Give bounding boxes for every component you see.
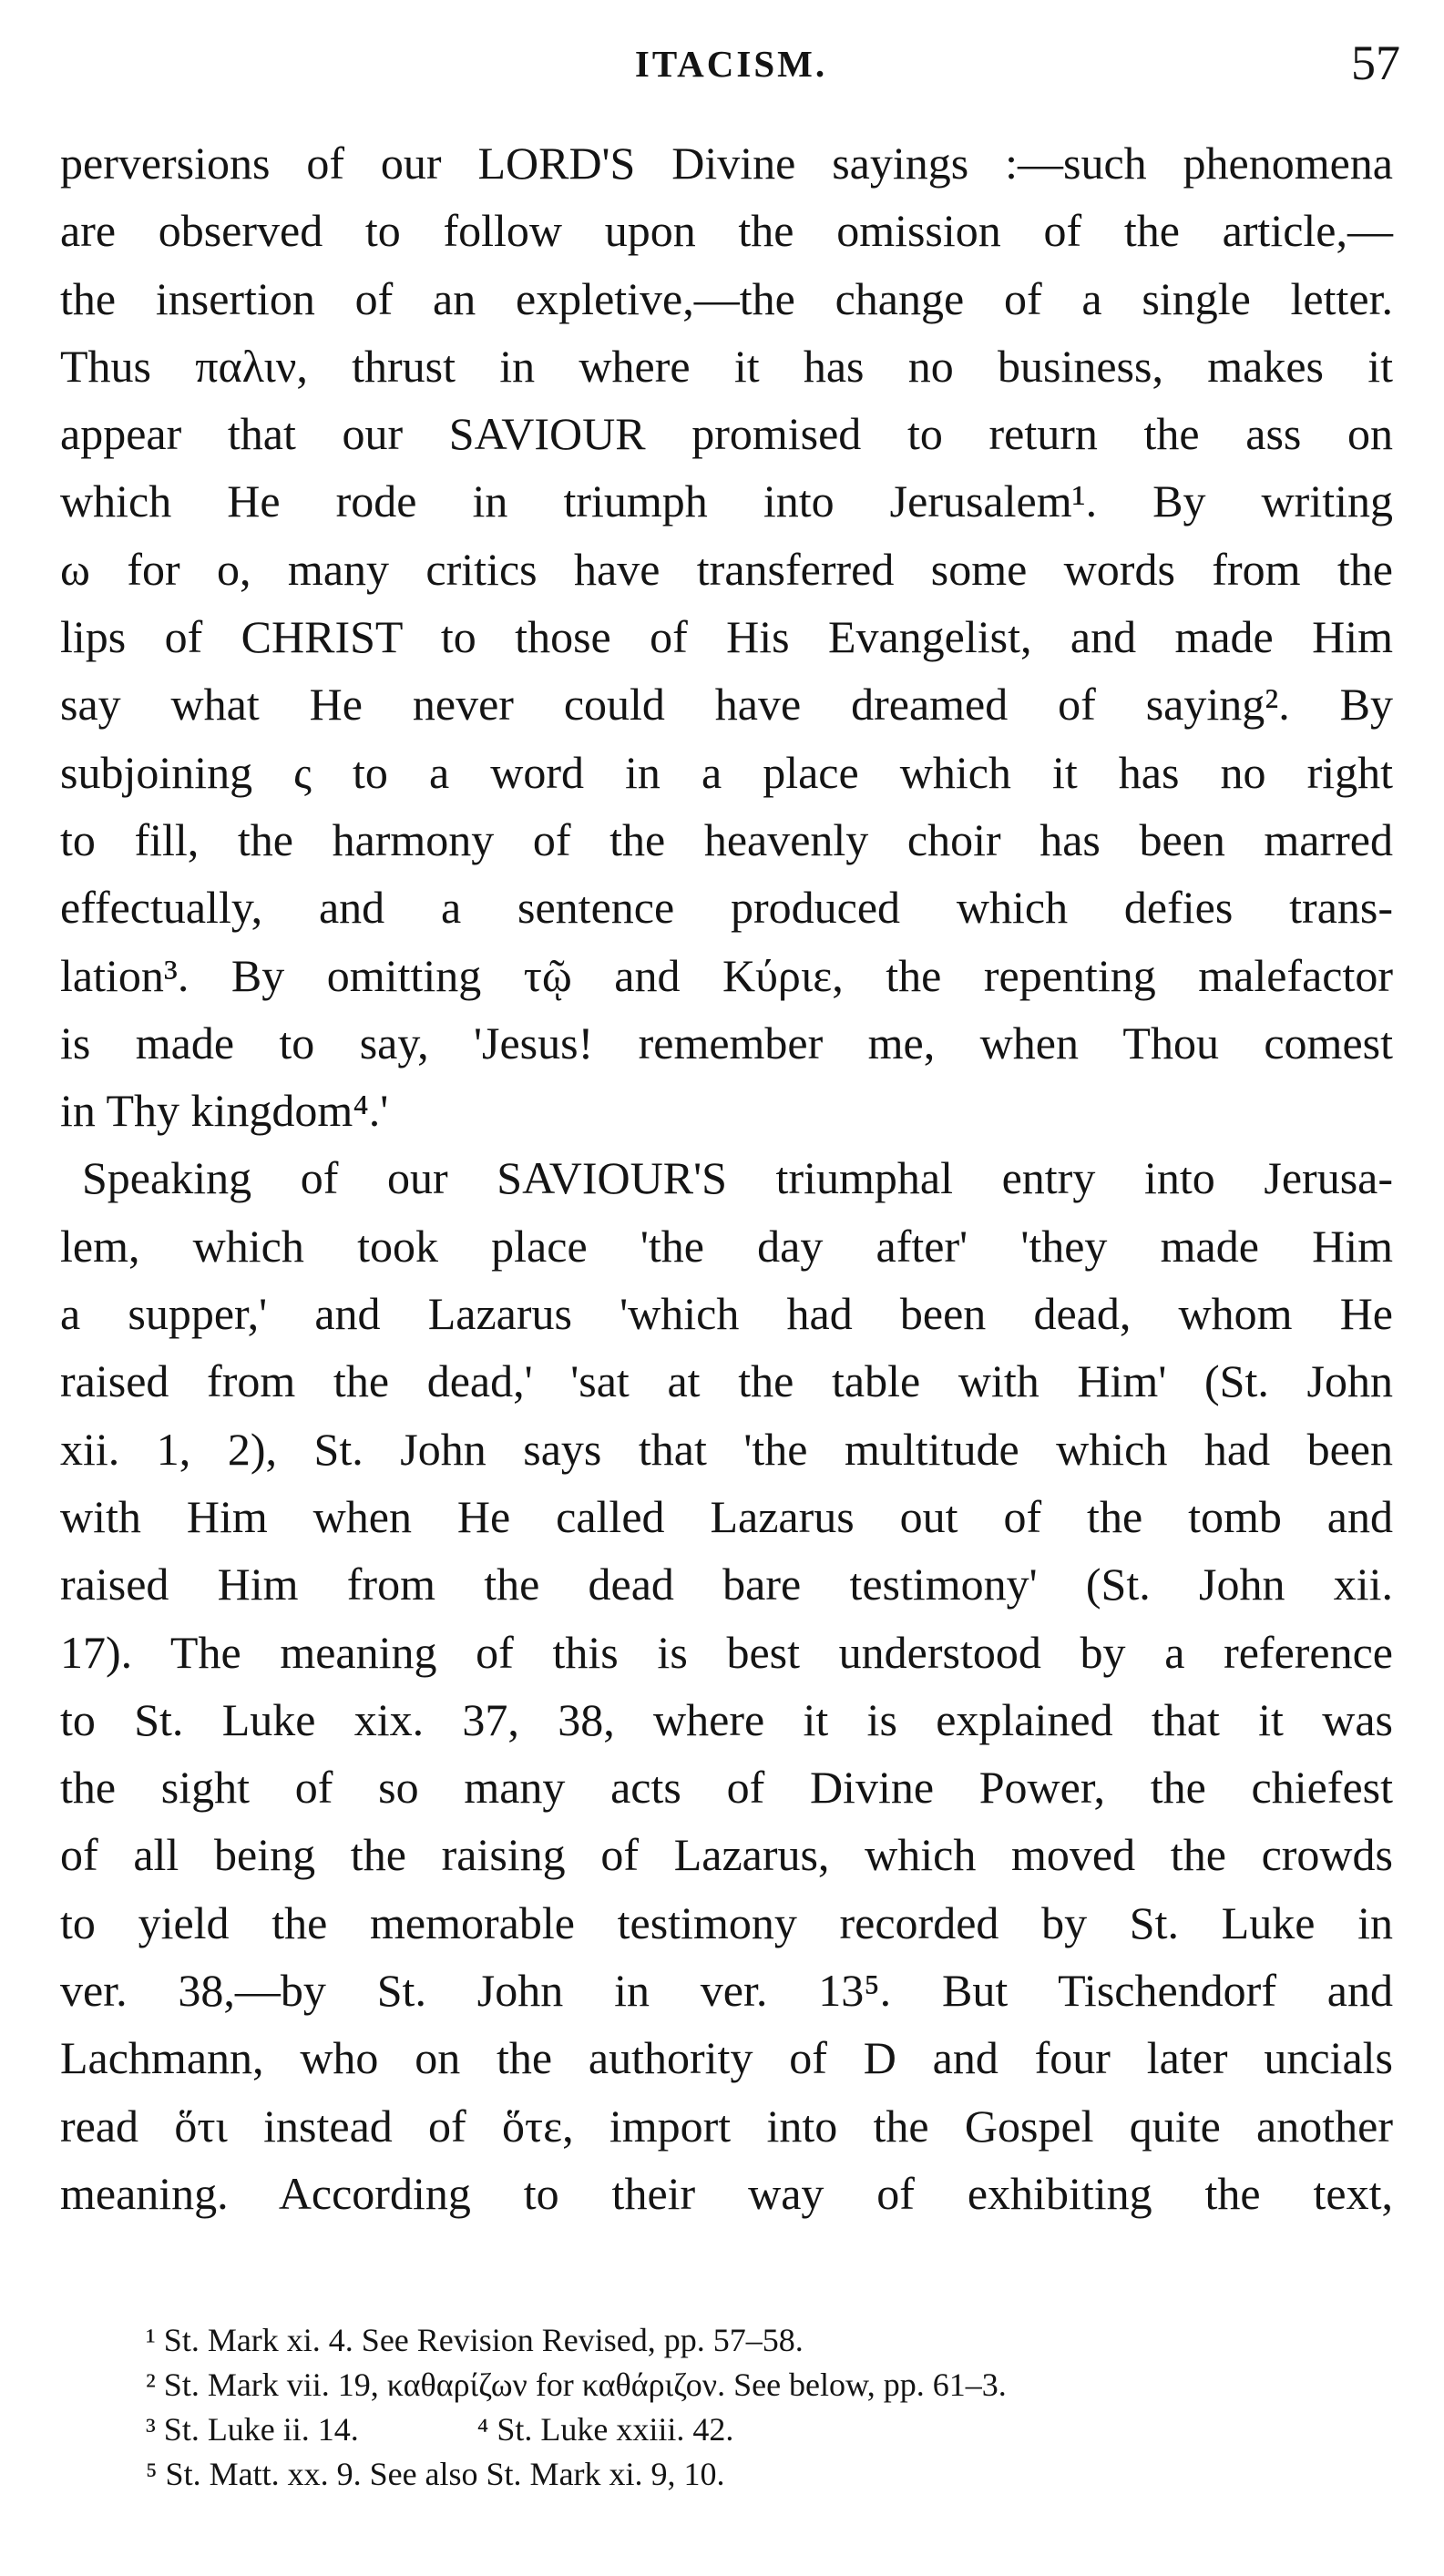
text-line: raised Him from the dead bare testimony' (St. John xii.: [60, 1559, 1393, 1610]
text-line: read ὅτι instead of ὅτε, import into the Gospel quite another: [60, 2100, 1393, 2152]
text-line: raised from the dead,' 'sat at the table with Him' (St. John: [60, 1355, 1393, 1407]
text-line: say what He never could have dreamed of saying². By: [60, 679, 1393, 731]
text-line: perversions of our LORD'S Divine sayings :—such phenomena: [60, 138, 1393, 189]
text-line: which He rode in triumph into Jerusalem¹. By writing: [60, 475, 1393, 527]
running-head: [62, 35, 1400, 98]
text-line: to St. Luke xix. 37, 38, where it is explained that it was: [60, 1693, 1393, 1745]
text-line: 17). The meaning of this is best understood by a reference: [60, 1626, 1393, 1678]
text-line: a supper,' and Lazarus 'which had been dead, whom He: [60, 1288, 1393, 1340]
body-text: [60, 129, 1393, 2227]
chapter-title: ITACISM.: [634, 43, 828, 85]
text-line: lem, which took place 'the day after' 'they made Him: [60, 1220, 1393, 1272]
footnote-5: ⁵ St. Matt. xx. 9. See also St. Mark xi. 9, 10.: [146, 2456, 725, 2492]
text-line: effectually, and a sentence produced which defies trans-: [60, 882, 1393, 934]
footnote-4: ⁴ St. Luke xxiii. 42.: [476, 2411, 734, 2448]
text-line: in Thy kingdom⁴.': [60, 1085, 389, 1137]
text-line: ver. 38,—by St. John in ver. 13⁵. But Tischendorf and: [60, 1965, 1393, 2017]
text-line: with Him when He called Lazarus out of the tomb and: [60, 1490, 1393, 1542]
text-line: appear that our SAVIOUR promised to return the ass on: [60, 408, 1393, 460]
text-line: are observed to follow upon the omission of the article,—: [60, 205, 1393, 257]
text-line: subjoining ς to a word in a place which it has no right: [60, 746, 1393, 798]
footnote-row: [146, 2407, 1294, 2452]
text-line: Thus παλιν, thrust in where it has no business, makes it: [60, 340, 1393, 392]
text-line: is made to say, 'Jesus! remember me, when Thou comest: [60, 1017, 1393, 1068]
text-line: meaning. According to their way of exhibiting the text,: [60, 2167, 1393, 2219]
text-line: to fill, the harmony of the heavenly choir has been marred: [60, 813, 1393, 865]
footnote-2: ² St. Mark vii. 19, καθαρίζων for καθάριζον. See below, pp. 61–3.: [146, 2366, 1007, 2403]
footnotes: [146, 2318, 1294, 2497]
text-line: lips of CHRIST to those of His Evangelist, and made Him: [60, 611, 1393, 663]
footnote-1: ¹ St. Mark xi. 4. See Revision Revised, pp. 57–58.: [146, 2322, 804, 2358]
text-line: ω for ο, many critics have transferred some words from the: [60, 543, 1393, 595]
page-number: 57: [1351, 36, 1400, 90]
text-line: the insertion of an expletive,—the change of a single letter.: [60, 272, 1393, 324]
text-line: lation³. By omitting τῷ and Κύριε, the repenting malefactor: [60, 949, 1393, 1001]
text-line: the sight of so many acts of Divine Power, the chiefest: [60, 1762, 1393, 1814]
text-line: of all being the raising of Lazarus, which moved the crowds: [60, 1829, 1393, 1881]
text-line: Speaking of our SAVIOUR'S triumphal entry into Jerusa-: [82, 1152, 1393, 1204]
text-line: Lachmann, who on the authority of D and four later uncials: [60, 2032, 1393, 2084]
footnote-3: ³ St. Luke ii. 14.: [146, 2411, 359, 2448]
text-line: xii. 1, 2), St. John says that 'the multitude which had been: [60, 1423, 1393, 1475]
text-line: to yield the memorable testimony recorded by St. Luke in: [60, 1896, 1393, 1948]
